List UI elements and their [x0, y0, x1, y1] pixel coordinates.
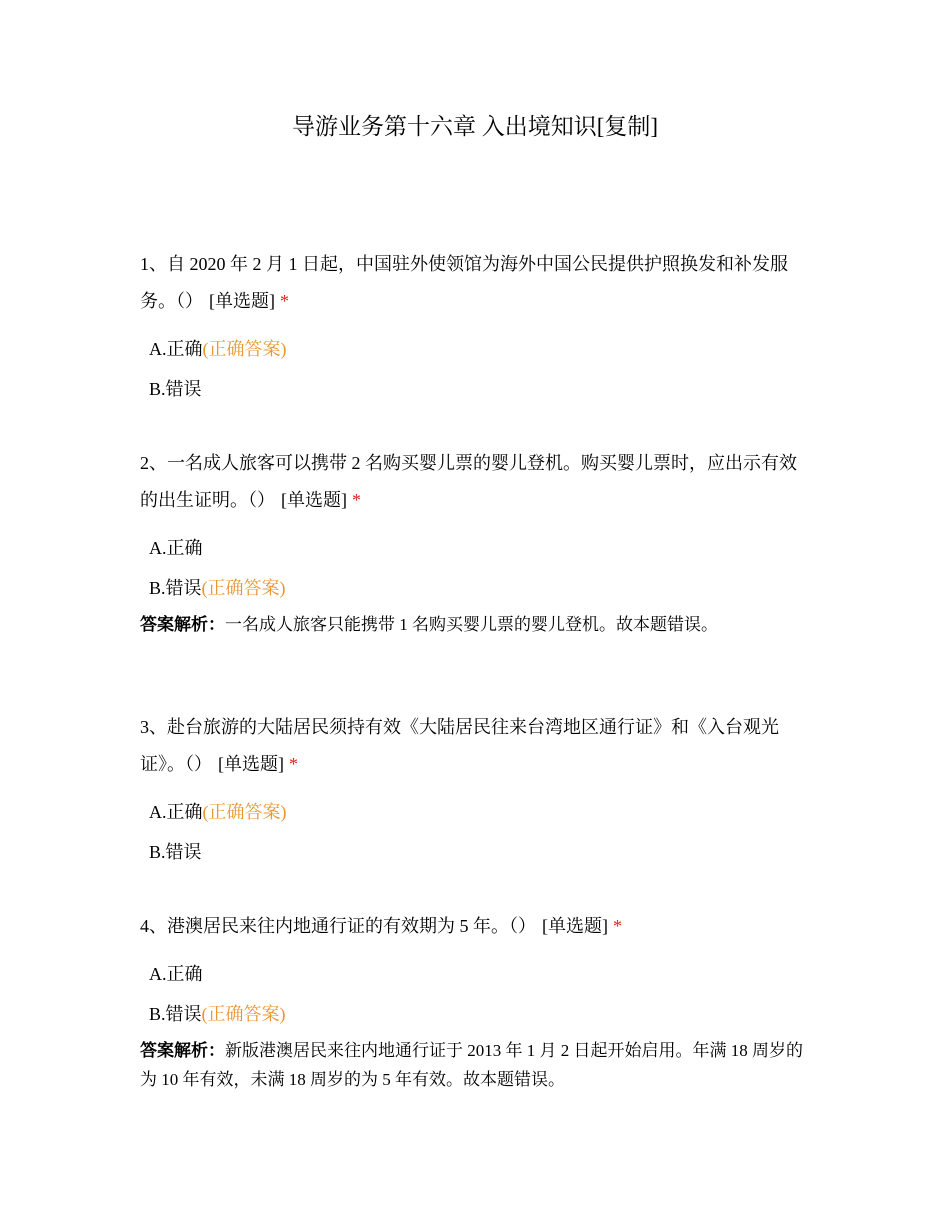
- option-label: B.错误: [149, 1004, 202, 1024]
- question-type: [单选题]: [281, 490, 347, 510]
- option-label: A.正确: [149, 538, 203, 558]
- answer-analysis: [140, 1036, 810, 1094]
- correct-answer-tag: (正确答案): [202, 339, 287, 359]
- question-3: [140, 709, 810, 872]
- option-label: A.正确: [149, 964, 203, 984]
- answer-analysis: [140, 610, 810, 639]
- question-number: 1、: [140, 254, 167, 274]
- option-label: A.正确: [149, 339, 203, 359]
- required-mark: *: [289, 754, 298, 774]
- option-label: B.错误: [149, 578, 202, 598]
- option-b[interactable]: [140, 832, 810, 872]
- option-label: A.正确: [149, 802, 203, 822]
- analysis-label: 答案解析：: [140, 1041, 225, 1060]
- question-text: [140, 246, 810, 320]
- question-number: 2、: [140, 453, 167, 473]
- required-mark: *: [352, 490, 361, 510]
- option-b[interactable]: [140, 994, 810, 1034]
- option-label: B.错误: [149, 379, 202, 399]
- correct-answer-tag: (正确答案): [202, 802, 287, 822]
- question-body: 自 2020 年 2 月 1 日起，中国驻外使领馆为海外中国公民提供护照换发和补发服务。（）: [140, 254, 788, 311]
- question-type: [单选题]: [542, 916, 608, 936]
- analysis-text: 一名成人旅客只能携带 1 名购买婴儿票的婴儿登机。故本题错误。: [225, 615, 718, 634]
- question-number: 3、: [140, 717, 167, 737]
- question-type: [单选题]: [218, 754, 284, 774]
- required-mark: *: [613, 916, 622, 936]
- question-body: 赴台旅游的大陆居民须持有效《大陆居民往来台湾地区通行证》和《入台观光证》。（）: [140, 717, 779, 774]
- correct-answer-tag: (正确答案): [201, 578, 286, 598]
- option-label: B.错误: [149, 842, 202, 862]
- option-b[interactable]: [140, 568, 810, 608]
- question-body: 港澳居民来往内地通行证的有效期为 5 年。（）: [167, 916, 536, 936]
- correct-answer-tag: (正确答案): [201, 1004, 286, 1024]
- question-2: [140, 445, 810, 639]
- question-type: [单选题]: [209, 291, 275, 311]
- question-text: [140, 445, 810, 519]
- option-b[interactable]: [140, 369, 810, 409]
- question-text: [140, 908, 810, 945]
- analysis-label: 答案解析：: [140, 615, 225, 634]
- required-mark: *: [280, 291, 289, 311]
- question-text: [140, 709, 810, 783]
- option-a[interactable]: [140, 329, 810, 369]
- option-a[interactable]: [140, 792, 810, 832]
- document-title: 导游业务第十六章 入出境知识[复制]: [291, 114, 659, 139]
- question-number: 4、: [140, 916, 167, 936]
- question-1: [140, 246, 810, 409]
- option-a[interactable]: [140, 954, 810, 994]
- option-a[interactable]: [140, 528, 810, 568]
- analysis-text: 新版港澳居民来往内地通行证于 2013 年 1 月 2 日起开始启用。年满 18 周岁的为 10 年有效，未满 18 周岁的为 5 年有效。故本题错误。: [140, 1041, 803, 1089]
- question-body: 一名成人旅客可以携带 2 名购买婴儿票的婴儿登机。购买婴儿票时，应出示有效的出生证明。（）: [140, 453, 797, 510]
- question-4: [140, 908, 810, 1094]
